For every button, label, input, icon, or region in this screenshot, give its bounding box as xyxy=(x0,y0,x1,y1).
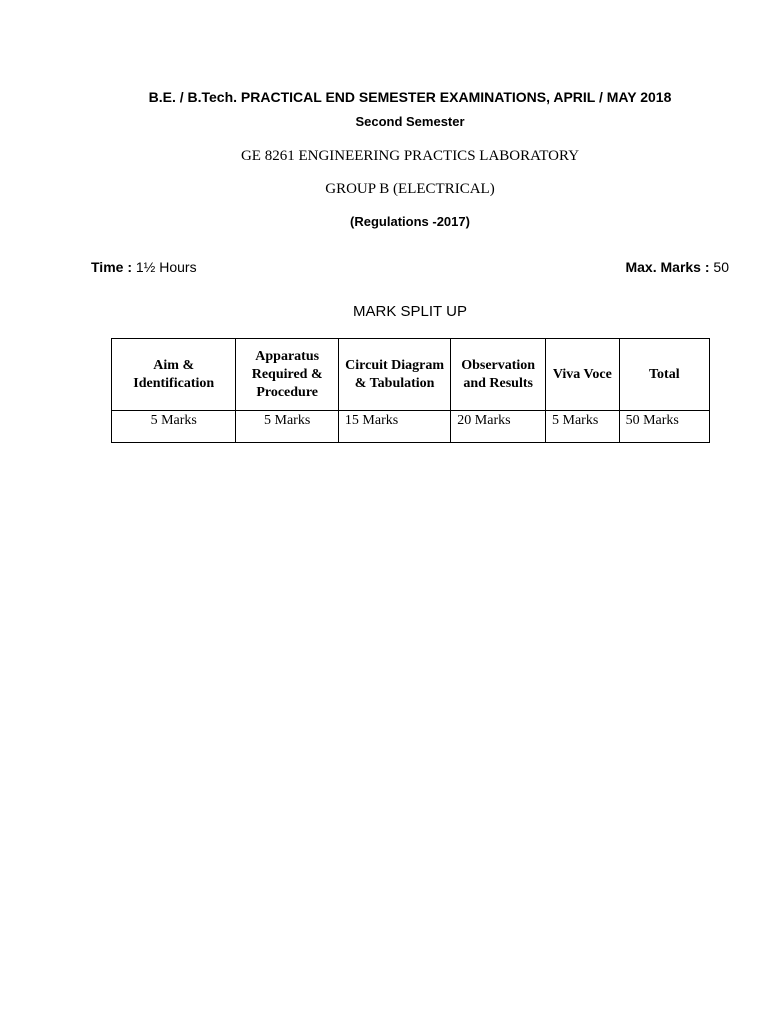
semester-label: Second Semester xyxy=(355,114,465,129)
column-header: Total xyxy=(619,339,709,411)
table-row xyxy=(112,411,710,443)
mark-split-table xyxy=(111,338,710,443)
column-header: Observation and Results xyxy=(451,339,546,411)
table-cell: 5 Marks xyxy=(546,411,620,443)
max-marks-label: Max. Marks : xyxy=(625,259,710,275)
time-info xyxy=(91,259,197,275)
max-marks-value: 50 xyxy=(713,259,729,275)
group-label: GROUP B (ELECTRICAL) xyxy=(325,181,495,197)
course-title: GE 8261 ENGINEERING PRACTICS LABORATORY xyxy=(240,148,580,164)
column-header: Aim & Identification xyxy=(112,339,236,411)
table-header-row xyxy=(112,339,710,411)
table-cell: 20 Marks xyxy=(451,411,546,443)
table-cell: 50 Marks xyxy=(619,411,709,443)
exam-title: B.E. / B.Tech. PRACTICAL END SEMESTER EXAMINATIONS, APRIL / MAY 2018 xyxy=(148,89,672,105)
column-header: Circuit Diagram & Tabulation xyxy=(338,339,450,411)
column-header: Apparatus Required & Procedure xyxy=(236,339,338,411)
time-label: Time : xyxy=(91,259,132,275)
table-cell: 5 Marks xyxy=(112,411,236,443)
table-cell: 5 Marks xyxy=(236,411,338,443)
column-header: Viva Voce xyxy=(546,339,620,411)
mark-split-heading: MARK SPLIT UP xyxy=(353,303,467,320)
regulations-label: (Regulations -2017) xyxy=(350,214,470,229)
table-cell: 15 Marks xyxy=(338,411,450,443)
max-marks-info xyxy=(625,259,729,275)
time-value: 1½ Hours xyxy=(135,259,197,275)
